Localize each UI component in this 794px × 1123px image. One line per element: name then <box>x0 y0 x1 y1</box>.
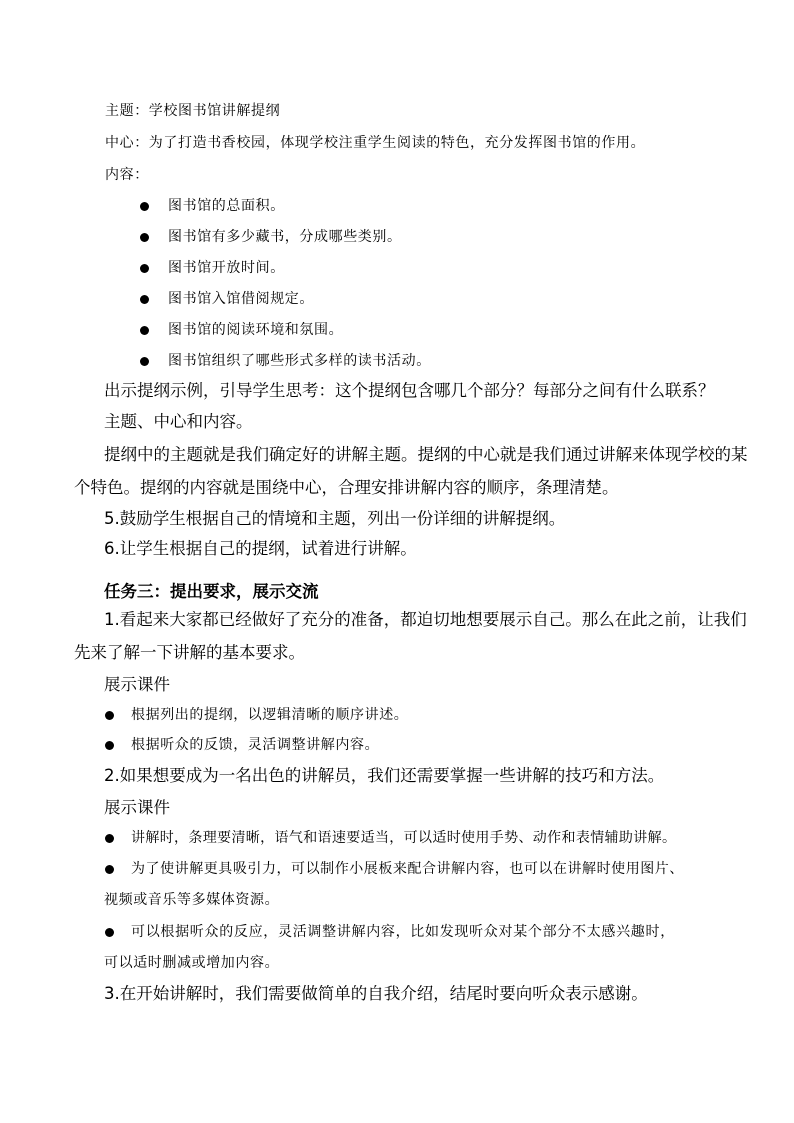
bullet-icon <box>140 233 149 242</box>
bullet-icon <box>140 264 149 273</box>
bullet-icon <box>140 295 149 304</box>
outline-item: 图书馆有多少藏书，分成哪些类别。 <box>168 229 402 245</box>
courseware-label: 展示课件 <box>104 798 170 817</box>
tip-item: 可以根据听众的反应，灵活调整讲解内容，比如发现听众对某个部分不太感兴趣时， <box>131 924 675 940</box>
body-paragraph: 1.看起来大家都已经做好了充分的准备，都迫切地想要展示自己。那么在此之前，让我们 <box>104 610 747 629</box>
bullet-icon <box>140 326 149 335</box>
bullet-icon <box>105 834 114 843</box>
outline-content-label: 内容： <box>105 167 149 183</box>
bullet-icon <box>140 357 149 366</box>
bullet-icon <box>140 202 149 211</box>
body-paragraph-continuation: 个特色。提纲的内容就是围绕中心，合理安排讲解内容的顺序，条理清楚。 <box>74 478 619 497</box>
outline-item: 图书馆入馆借阅规定。 <box>168 291 314 307</box>
tip-item: 为了使讲解更具吸引力，可以制作小展板来配合讲解内容，也可以在讲解时使用图片、 <box>131 861 684 877</box>
body-paragraph: 2.如果想要成为一名出色的讲解员，我们还需要掌握一些讲解的技巧和方法。 <box>104 766 665 785</box>
requirement-item: 根据听众的反馈，灵活调整讲解内容。 <box>131 737 380 753</box>
outline-item: 图书馆开放时间。 <box>168 260 285 276</box>
outline-item: 图书馆的阅读环境和氛围。 <box>168 322 344 338</box>
section-heading: 任务三：提出要求，展示交流 <box>104 582 319 601</box>
requirement-item: 根据列出的提纲，以逻辑清晰的顺序讲述。 <box>131 707 409 723</box>
bullet-icon <box>105 928 114 937</box>
body-paragraph: 出示提纲示例，引导学生思考：这个提纲包含哪几个部分？每部分之间有什么联系？ <box>104 381 715 400</box>
bullet-icon <box>105 741 114 750</box>
courseware-label: 展示课件 <box>104 675 170 694</box>
bullet-icon <box>105 711 114 720</box>
outline-center: 中心：为了打造书香校园，体现学校注重学生阅读的特色，充分发挥图书馆的作用。 <box>105 135 646 151</box>
body-paragraph: 3.在开始讲解时，我们需要做简单的自我介绍，结尾时要向听众表示感谢。 <box>104 984 648 1003</box>
outline-item: 图书馆组织了哪些形式多样的读书活动。 <box>168 353 431 369</box>
body-paragraph: 主题、中心和内容。 <box>104 412 253 431</box>
outline-topic: 主题：学校图书馆讲解提纲 <box>105 103 281 119</box>
bullet-icon <box>105 865 114 874</box>
tip-item: 讲解时，条理要清晰，语气和语速要适当，可以适时使用手势、动作和表情辅助讲解。 <box>131 830 677 846</box>
tip-item-continuation: 视频或音乐等多媒体资源。 <box>104 892 280 908</box>
body-paragraph-continuation: 先来了解一下讲解的基本要求。 <box>74 643 305 662</box>
body-paragraph: 提纲中的主题就是我们确定好的讲解主题。提纲的中心就是我们通过讲解来体现学校的某 <box>104 445 748 464</box>
body-paragraph: 5.鼓励学生根据自己的情境和主题，列出一份详细的讲解提纲。 <box>104 509 566 528</box>
tip-item-continuation: 可以适时删减或增加内容。 <box>104 955 280 971</box>
outline-item: 图书馆的总面积。 <box>168 198 285 214</box>
body-paragraph: 6.让学生根据自己的提纲，试着进行讲解。 <box>104 539 417 558</box>
